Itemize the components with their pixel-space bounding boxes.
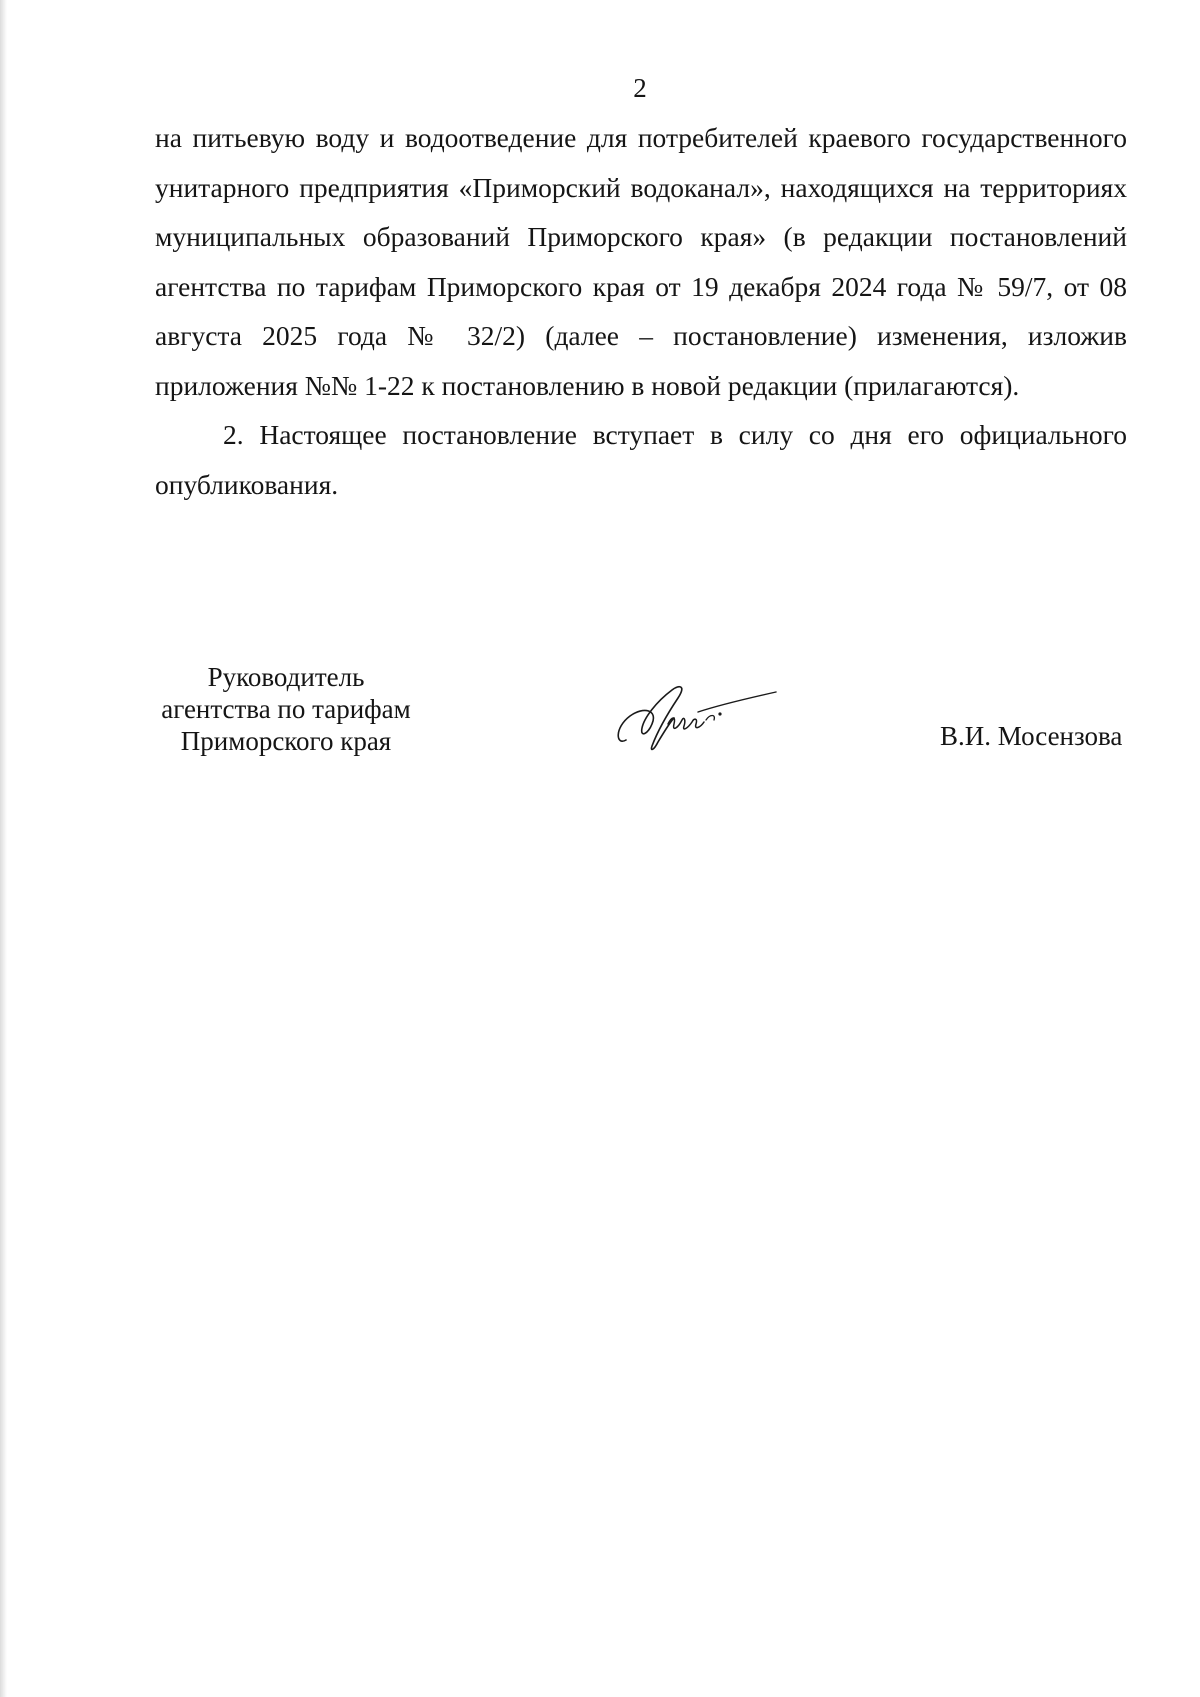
scan-edge xyxy=(0,0,7,1697)
signature-block xyxy=(0,661,1200,781)
document-body xyxy=(155,113,1127,509)
paragraph-effective-date: 2. Настоящее постановление вступает в силу со дня его официального опубликования. xyxy=(155,419,1127,500)
signer-position-line: Руководитель xyxy=(207,662,365,692)
signer-position-line: агентства по тарифам xyxy=(161,694,411,724)
paragraph-continuation: на питьевую воду и водоотведение для потребителей краевого государственного унитарного предприятия «Приморский водоканал», находящихся на территориях муниципальных образований Приморского края» (в редакции постановлений агентства по тарифам Приморского края от 19 декабря 2024 года № 59/7, от 08 августа 2025 года № 32/2) (далее – постановление) изменения, изложив приложения №№ 1-22 к постановлению в новой редакции (прилагаются). xyxy=(155,122,1127,401)
signer-position-line: Приморского края xyxy=(180,726,392,756)
page-number: 2 xyxy=(633,73,647,103)
signer-position xyxy=(146,661,426,757)
signer-name: В.И. Мосензова xyxy=(940,721,1123,751)
handwritten-signature xyxy=(612,676,782,756)
